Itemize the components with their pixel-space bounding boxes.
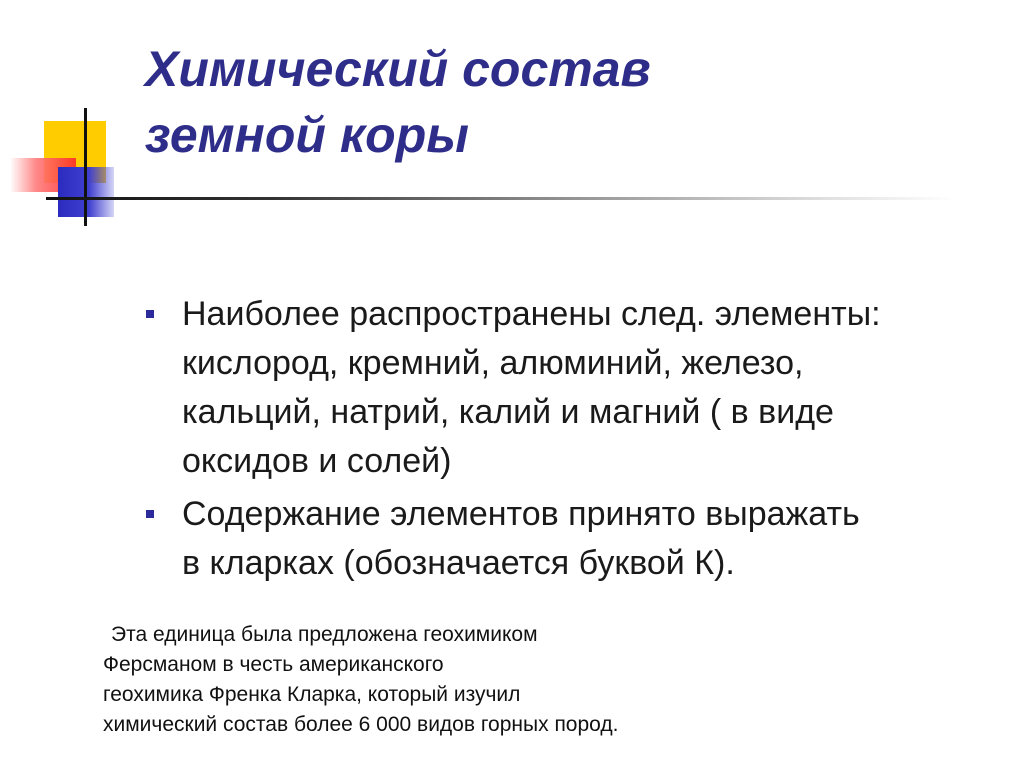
bullet-square-icon <box>146 510 154 518</box>
footnote-line-3: геохимика Френка Кларка, который изучил <box>103 683 521 706</box>
bullet-1-text <box>182 290 995 486</box>
bullet-1-line-2: кислород, кремний, алюминий, железо, <box>182 344 804 382</box>
footnote <box>103 620 618 740</box>
bullet-item <box>145 290 995 486</box>
bullet-1-line-1: Наиболее распространены след. элементы: <box>182 295 881 333</box>
bullet-list <box>145 290 995 592</box>
footnote-line-4: химический состав более 6 000 видов горных пород. <box>103 713 619 736</box>
footnote-line-2: Ферсманом в честь американского <box>103 653 444 676</box>
bullet-2-text <box>182 490 995 588</box>
slide-title-line-1: Химический состав <box>145 41 651 97</box>
title-underline <box>46 197 956 200</box>
footnote-line-1: Эта единица была предложена геохимиком <box>111 623 538 646</box>
bullet-square-icon <box>146 310 154 318</box>
bullet-2-line-1: Содержание элементов принято выражать <box>182 495 860 533</box>
bullet-1-line-4: оксидов и солей) <box>182 442 452 480</box>
bullet-1-line-3: кальций, натрий, калий и магний ( в виде <box>182 393 834 431</box>
bullet-item <box>145 490 995 588</box>
slide-title <box>145 36 651 168</box>
slide-title-line-2: земной коры <box>145 107 469 163</box>
bullet-2-line-2: в кларках (обозначается буквой К). <box>182 544 735 582</box>
decor-vertical-line <box>84 108 87 226</box>
